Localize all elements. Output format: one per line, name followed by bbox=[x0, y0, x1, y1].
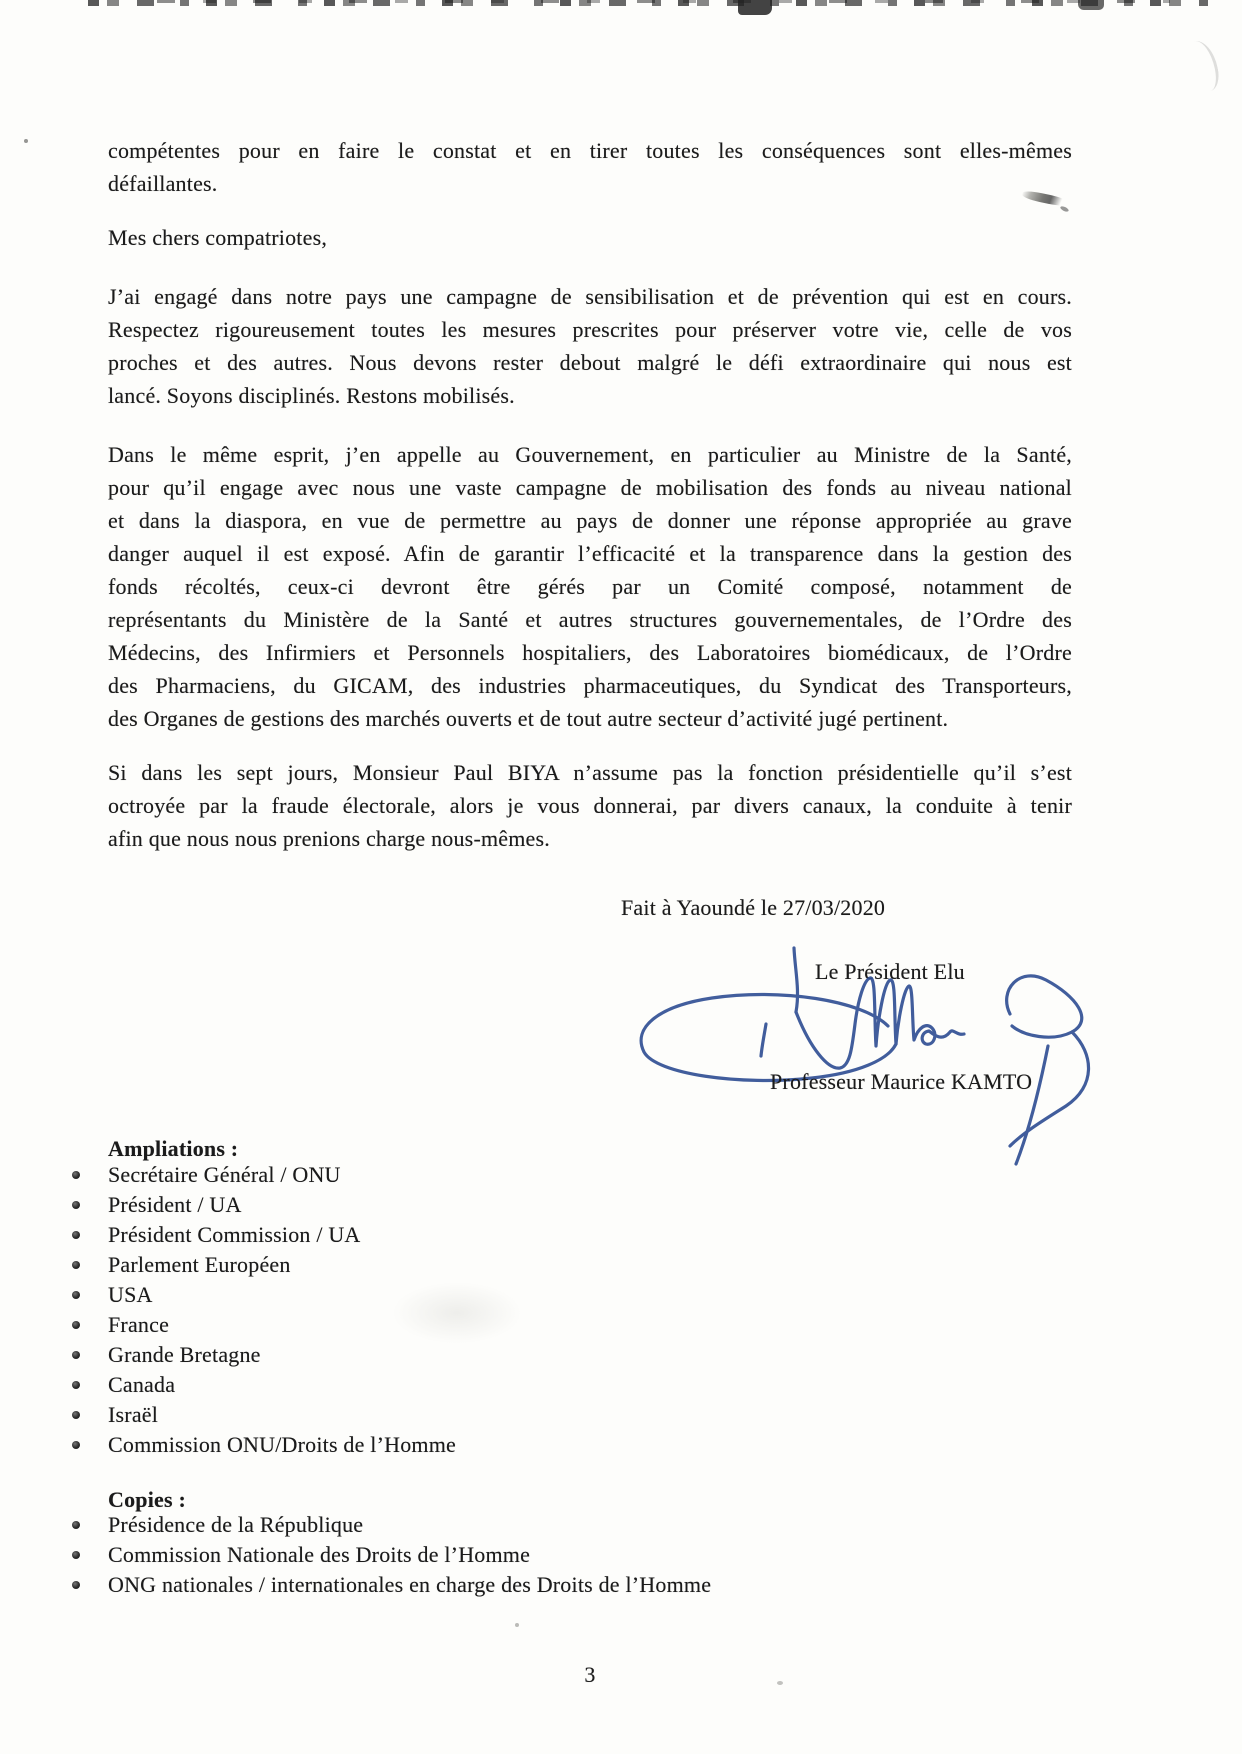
signature-tick bbox=[761, 1024, 766, 1056]
bullet-icon bbox=[72, 1291, 80, 1299]
text-line: Si dans les sept jours, Monsieur Paul BIYA n’assume pas la fonction présidentielle qu’il s’est bbox=[108, 760, 1072, 785]
list-item-label: Parlement Européen bbox=[108, 1252, 291, 1277]
text-line: Médecins, des Infirmiers et Personnels hospitaliers, des Laboratoires biomédicaux, de l’Ordre bbox=[108, 640, 1072, 665]
bullet-icon bbox=[72, 1321, 80, 1329]
list-item bbox=[108, 1510, 1008, 1540]
text-line: et dans la diaspora, en vue de permettre au pays de donner une réponse appropriée au grave bbox=[108, 508, 1072, 533]
text-line: compétentes pour en faire le constat et en tirer toutes les conséquences sont elles-mêmes bbox=[108, 138, 1072, 163]
scan-artifact-top-blob bbox=[738, 0, 772, 15]
scan-speck bbox=[24, 139, 28, 143]
signature-stroke bbox=[794, 948, 798, 1012]
list-item bbox=[108, 1340, 1008, 1370]
paragraph-government-appeal bbox=[108, 438, 1072, 735]
paragraph-campaign bbox=[108, 280, 1072, 412]
list-item-label: Secrétaire Général / ONU bbox=[108, 1162, 341, 1187]
bullet-icon bbox=[72, 1231, 80, 1239]
text-line: Respectez rigoureusement toutes les mesures prescrites pour préserver votre vie, celle de vos bbox=[108, 317, 1072, 342]
text-line: J’ai engagé dans notre pays une campagne de sensibilisation et de prévention qui est en cours. bbox=[108, 284, 1072, 309]
text-line: danger auquel il est exposé. Afin de garantir l’efficacité et la transparence dans la gestion des bbox=[108, 541, 1072, 566]
list-item-label: Grande Bretagne bbox=[108, 1342, 261, 1367]
list-item bbox=[108, 1310, 1008, 1340]
bullet-icon bbox=[72, 1171, 80, 1179]
list-item-label: Israël bbox=[108, 1402, 159, 1427]
list-item bbox=[108, 1160, 1008, 1190]
signature-flourish-hook bbox=[1007, 976, 1082, 1037]
list-item bbox=[108, 1430, 1008, 1460]
list-item-label: Commission Nationale des Droits de l’Homme bbox=[108, 1542, 531, 1567]
page-number: 3 bbox=[584, 1662, 596, 1687]
list-item-label: France bbox=[108, 1312, 170, 1337]
text-line: représentants du Ministère de la Santé et autres structures gouvernementales, de l’Ordre des bbox=[108, 607, 1072, 632]
bullet-icon bbox=[72, 1381, 80, 1389]
list-item-label: ONG nationales / internationales en charge des Droits de l’Homme bbox=[108, 1572, 712, 1597]
ampliations-list bbox=[108, 1160, 1008, 1460]
list-item-label: Présidence de la République bbox=[108, 1512, 364, 1537]
bullet-icon bbox=[72, 1351, 80, 1359]
bullet-icon bbox=[72, 1521, 80, 1529]
scan-smudge-tail bbox=[1060, 205, 1070, 212]
bullet-icon bbox=[72, 1581, 80, 1589]
text-line: octroyée par la fraude électorale, alors je vous donnerai, par divers canaux, la conduite à tenir bbox=[108, 793, 1072, 818]
list-item-label: Commission ONU/Droits de l’Homme bbox=[108, 1432, 457, 1457]
list-item bbox=[108, 1540, 1008, 1570]
bullet-icon bbox=[72, 1261, 80, 1269]
text-line: des Organes de gestions des marchés ouverts et de tout autre secteur d’activité jugé pertinent. bbox=[108, 706, 949, 731]
list-item bbox=[108, 1370, 1008, 1400]
text-line: fonds récoltés, ceux-ci devront être gérés par un Comité composé, notamment de bbox=[108, 574, 1072, 599]
scan-artifact-curl bbox=[1183, 38, 1222, 95]
text-line: défaillantes. bbox=[108, 171, 218, 196]
bullet-icon bbox=[72, 1201, 80, 1209]
copies-list bbox=[108, 1510, 1008, 1600]
list-item-label: USA bbox=[108, 1282, 153, 1307]
dateline: Fait à Yaoundé le 27/03/2020 bbox=[621, 895, 886, 920]
copies-heading: Copies : bbox=[108, 1487, 186, 1512]
signature-scribble bbox=[796, 978, 964, 1068]
scan-artifact-top-blob-2 bbox=[1078, 0, 1104, 10]
scan-artifact-top-edge-2 bbox=[120, 0, 1170, 3]
list-item bbox=[108, 1190, 1008, 1220]
text-line: proches et des autres. Nous devons rester debout malgré le défi extraordinaire qui nous est bbox=[108, 350, 1072, 375]
list-item-label: Président Commission / UA bbox=[108, 1222, 361, 1247]
ampliations-heading: Ampliations : bbox=[108, 1136, 239, 1161]
text-line: pour qu’il engage avec nous une vaste campagne de mobilisation des fonds au niveau national bbox=[108, 475, 1072, 500]
signer-name: Professeur Maurice KAMTO bbox=[770, 1069, 1033, 1094]
text-line: afin que nous nous prenions charge nous-mêmes. bbox=[108, 826, 550, 851]
signer-title: Le Président Elu bbox=[815, 959, 965, 984]
list-item bbox=[108, 1220, 1008, 1250]
bullet-icon bbox=[72, 1551, 80, 1559]
signature-flourish-cross bbox=[1016, 1046, 1048, 1164]
list-item bbox=[108, 1400, 1008, 1430]
paragraph-ultimatum bbox=[108, 756, 1072, 855]
bullet-icon bbox=[72, 1441, 80, 1449]
paragraph-continuation bbox=[108, 134, 1072, 200]
scan-speck bbox=[515, 1623, 519, 1627]
list-item-label: Canada bbox=[108, 1372, 176, 1397]
text-line: lancé. Soyons disciplinés. Restons mobilisés. bbox=[108, 383, 515, 408]
handwritten-signature bbox=[600, 928, 1100, 1178]
list-item-label: Président / UA bbox=[108, 1192, 242, 1217]
list-item bbox=[108, 1250, 1008, 1280]
text-line: Dans le même esprit, j’en appelle au Gouvernement, en particulier au Ministre de la Santé, bbox=[108, 442, 1072, 467]
salutation: Mes chers compatriotes, bbox=[108, 225, 328, 250]
scan-speck bbox=[777, 1681, 783, 1685]
list-item bbox=[108, 1280, 1008, 1310]
bullet-icon bbox=[72, 1411, 80, 1419]
text-line: des Pharmaciens, du GICAM, des industries pharmaceutiques, du Syndicat des Transporteurs, bbox=[108, 673, 1072, 698]
list-item bbox=[108, 1570, 1008, 1600]
